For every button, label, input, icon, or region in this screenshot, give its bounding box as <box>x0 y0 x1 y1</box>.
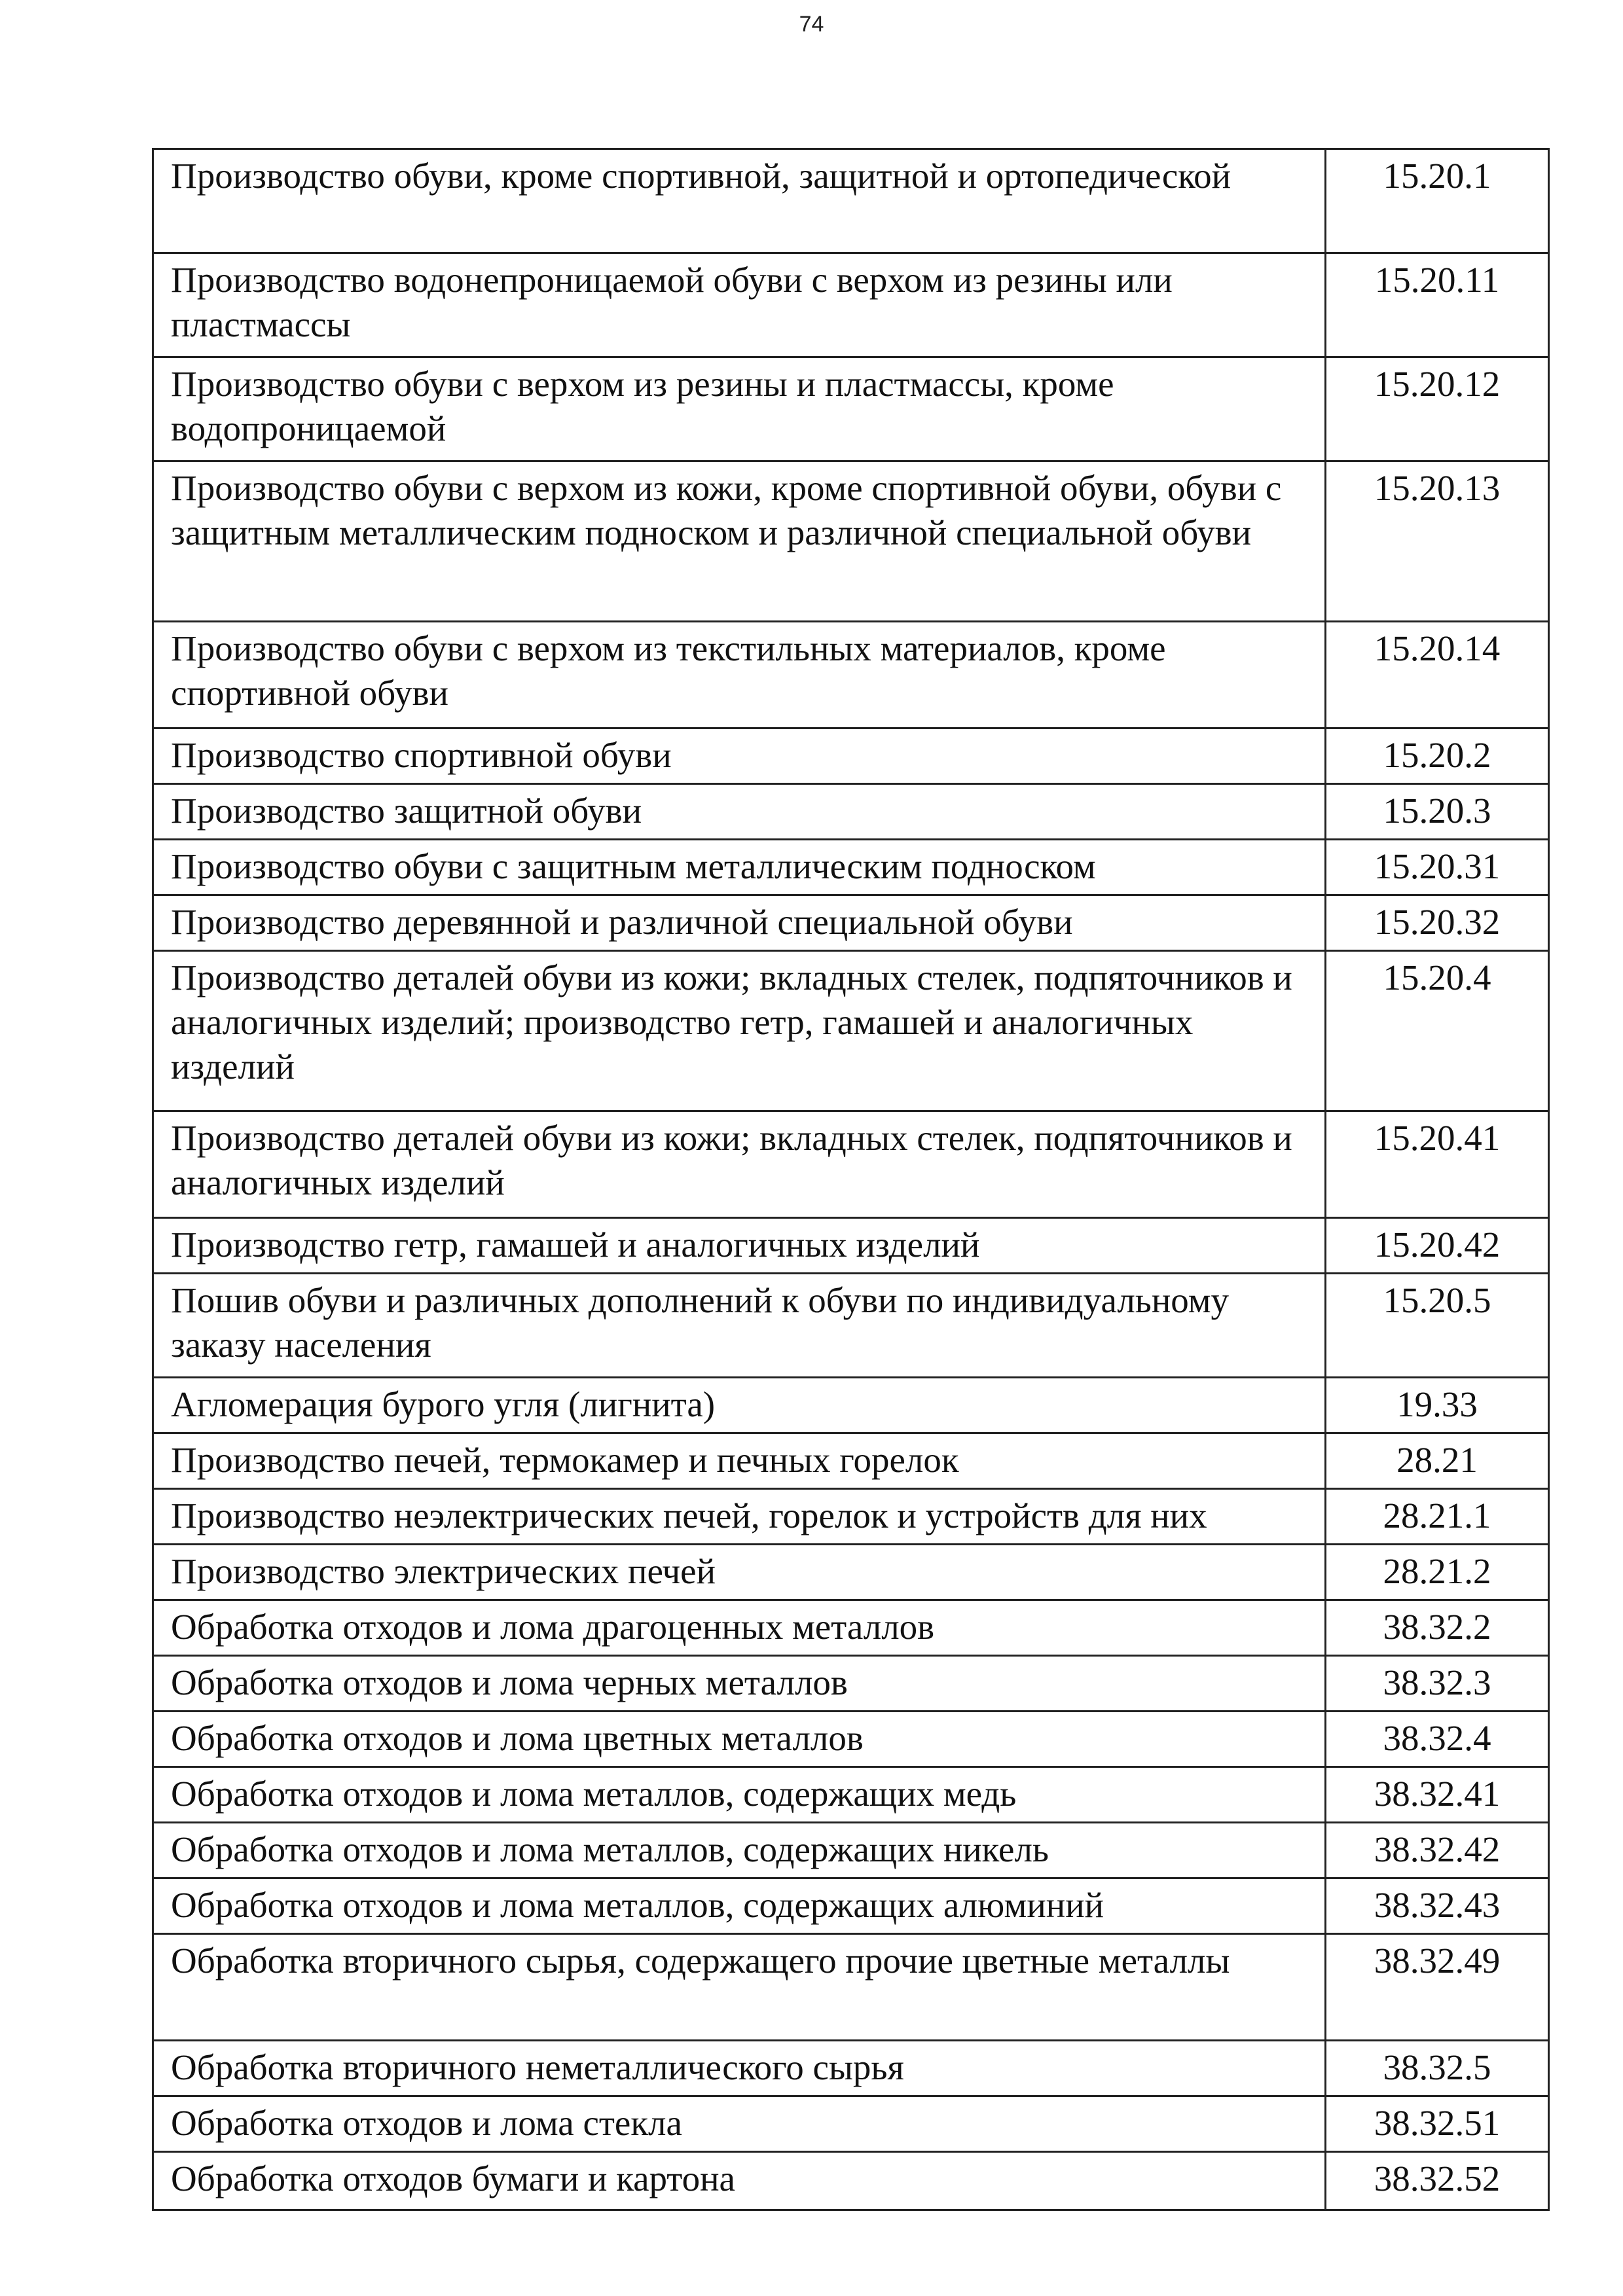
activity-code: 15.20.11 <box>1326 253 1549 357</box>
activity-code: 15.20.13 <box>1326 461 1549 622</box>
activity-name: Производство обуви с верхом из текстильных материалов, кроме спортивной обуви <box>153 622 1326 728</box>
activity-name: Производство неэлектрических печей, горелок и устройств для них <box>153 1489 1326 1545</box>
table-row <box>153 253 1549 357</box>
table-row <box>153 1545 1549 1600</box>
table-row <box>153 1111 1549 1218</box>
activity-code: 38.32.41 <box>1326 1767 1549 1823</box>
activity-name: Производство печей, термокамер и печных горелок <box>153 1433 1326 1489</box>
activity-code: 28.21 <box>1326 1433 1549 1489</box>
activity-name: Обработка отходов и лома стекла <box>153 2096 1326 2152</box>
activity-code: 15.20.14 <box>1326 622 1549 728</box>
activity-name: Производство обуви, кроме спортивной, защитной и ортопедической <box>153 149 1326 253</box>
table-row <box>153 1274 1549 1378</box>
activity-code: 38.32.2 <box>1326 1600 1549 1656</box>
activity-code: 15.20.12 <box>1326 357 1549 461</box>
activity-code: 15.20.31 <box>1326 840 1549 895</box>
table-row <box>153 2152 1549 2210</box>
activity-code: 38.32.42 <box>1326 1823 1549 1878</box>
activity-code: 15.20.5 <box>1326 1274 1549 1378</box>
activity-name: Производство обуви с верхом из резины и пластмассы, кроме водопроницаемой <box>153 357 1326 461</box>
table-row <box>153 784 1549 840</box>
activity-name: Обработка отходов и лома цветных металлов <box>153 1712 1326 1767</box>
activity-name: Производство спортивной обуви <box>153 728 1326 784</box>
table-row <box>153 1712 1549 1767</box>
activity-name: Агломерация бурого угля (лигнита) <box>153 1378 1326 1433</box>
table-row <box>153 149 1549 253</box>
table-row <box>153 1218 1549 1274</box>
activity-code: 38.32.3 <box>1326 1656 1549 1712</box>
activity-name: Обработка отходов и лома металлов, содержащих медь <box>153 1767 1326 1823</box>
activity-name: Обработка отходов и лома драгоценных металлов <box>153 1600 1326 1656</box>
page-number: 74 <box>799 12 824 37</box>
table-row <box>153 1378 1549 1433</box>
table-row <box>153 951 1549 1111</box>
activity-code: 38.32.49 <box>1326 1934 1549 2041</box>
table-row <box>153 622 1549 728</box>
activity-code: 28.21.2 <box>1326 1545 1549 1600</box>
activity-code: 15.20.1 <box>1326 149 1549 253</box>
activity-name: Производство деревянной и различной специальной обуви <box>153 895 1326 951</box>
activity-code: 38.32.52 <box>1326 2152 1549 2210</box>
activity-name: Производство обуви с защитным металлическим подноском <box>153 840 1326 895</box>
activity-name: Производство деталей обуви из кожи; вкладных стелек, подпяточников и аналогичных изделий; производство гетр, гамашей и аналогичных изделий <box>153 951 1326 1111</box>
activity-code: 38.32.43 <box>1326 1878 1549 1934</box>
activity-name: Производство обуви с верхом из кожи, кроме спортивной обуви, обуви с защитным металлическим подноском и различной специальной обуви <box>153 461 1326 622</box>
activity-name: Обработка отходов бумаги и картона <box>153 2152 1326 2210</box>
activity-code: 15.20.3 <box>1326 784 1549 840</box>
activity-name: Обработка отходов и лома металлов, содержащих никель <box>153 1823 1326 1878</box>
table-row <box>153 1934 1549 2041</box>
table-row <box>153 840 1549 895</box>
activity-name: Пошив обуви и различных дополнений к обуви по индивидуальному заказу населения <box>153 1274 1326 1378</box>
table-row <box>153 1878 1549 1934</box>
activity-code: 38.32.4 <box>1326 1712 1549 1767</box>
activity-code: 15.20.2 <box>1326 728 1549 784</box>
activity-code: 28.21.1 <box>1326 1489 1549 1545</box>
activity-name: Производство водонепроницаемой обуви с верхом из резины или пластмассы <box>153 253 1326 357</box>
activity-code: 15.20.32 <box>1326 895 1549 951</box>
activity-code: 19.33 <box>1326 1378 1549 1433</box>
activity-code: 15.20.41 <box>1326 1111 1549 1218</box>
activity-name: Производство деталей обуви из кожи; вкладных стелек, подпяточников и аналогичных изделий <box>153 1111 1326 1218</box>
table-row <box>153 1433 1549 1489</box>
table-row <box>153 728 1549 784</box>
table-row <box>153 2096 1549 2152</box>
table-row <box>153 2041 1549 2096</box>
activity-name: Производство электрических печей <box>153 1545 1326 1600</box>
table-row <box>153 1767 1549 1823</box>
activity-name: Производство защитной обуви <box>153 784 1326 840</box>
activity-name: Обработка отходов и лома черных металлов <box>153 1656 1326 1712</box>
table-row <box>153 1656 1549 1712</box>
activity-name: Обработка вторичного неметаллического сырья <box>153 2041 1326 2096</box>
table-row <box>153 1489 1549 1545</box>
table-row <box>153 1600 1549 1656</box>
table-row <box>153 357 1549 461</box>
activity-name: Обработка отходов и лома металлов, содержащих алюминий <box>153 1878 1326 1934</box>
table-row <box>153 895 1549 951</box>
activity-code: 38.32.5 <box>1326 2041 1549 2096</box>
activity-codes-table <box>152 148 1550 2211</box>
activity-code: 15.20.42 <box>1326 1218 1549 1274</box>
table-row <box>153 461 1549 622</box>
activity-code: 38.32.51 <box>1326 2096 1549 2152</box>
activity-code: 15.20.4 <box>1326 951 1549 1111</box>
activity-name: Обработка вторичного сырья, содержащего прочие цветные металлы <box>153 1934 1326 2041</box>
activity-name: Производство гетр, гамашей и аналогичных изделий <box>153 1218 1326 1274</box>
table-row <box>153 1823 1549 1878</box>
